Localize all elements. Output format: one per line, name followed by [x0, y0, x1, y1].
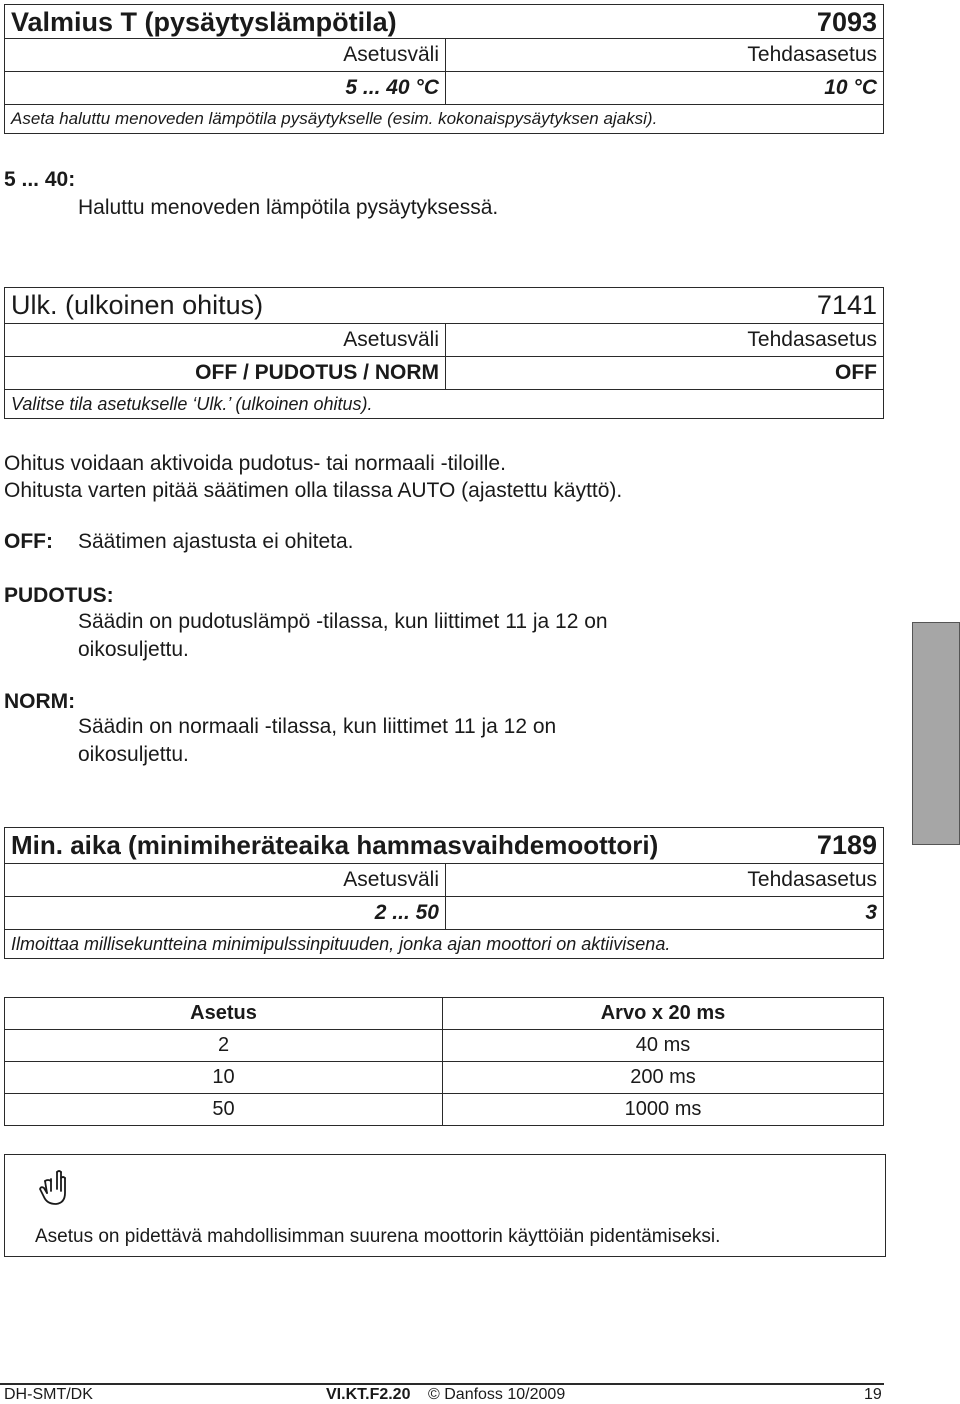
param-box-7093: [4, 4, 884, 134]
footer-copyright: © Danfoss 10/2009: [428, 1386, 566, 1403]
pudotus-text-2: oikosuljettu.: [78, 638, 189, 661]
default-value: 10 °C: [824, 76, 877, 99]
param-title-row: [5, 828, 883, 864]
default-value: OFF: [835, 361, 877, 384]
param-box-7141: [4, 287, 884, 419]
footer-divider: [0, 1383, 884, 1385]
footer-doc-id: DH-SMT/DK: [4, 1386, 93, 1403]
note-text: Asetus on pidettävä mahdollisimman suurena moottorin käyttöiän pidentämiseksi.: [35, 1226, 721, 1247]
range-label: Asetusväli: [5, 864, 445, 897]
table-cell: 50: [5, 1094, 443, 1126]
param-title: Valmius T (pysäytyslämpötila): [11, 7, 397, 37]
table-cell: 1000 ms: [443, 1094, 884, 1126]
range-note-label: 5 ... 40:: [4, 168, 76, 191]
table-row: [5, 1062, 884, 1094]
param-title-row: [5, 288, 883, 324]
param-box-7189: [4, 827, 884, 959]
param-title: Min. aika (minimiheräteaika hammasvaihdemoottori): [11, 830, 659, 860]
table-cell: 2: [5, 1030, 443, 1062]
table-header-value: Arvo x 20 ms: [443, 998, 884, 1030]
param-grid: [5, 324, 883, 390]
norm-text-1: Säädin on normaali -tilassa, kun liittimet 11 ja 12 on: [78, 715, 557, 738]
default-label: Tehdasasetus: [446, 39, 883, 72]
range-label: Asetusväli: [5, 39, 445, 72]
pudotus-text-1: Säädin on pudotuslämpö -tilassa, kun liittimet 11 ja 12 on: [78, 610, 608, 633]
table-cell: 40 ms: [443, 1030, 884, 1062]
bypass-intro-1: Ohitus voidaan aktivoida pudotus- tai normaali -tiloille.: [4, 452, 506, 475]
param-title-row: [5, 5, 883, 39]
default-label: Tehdasasetus: [446, 324, 883, 357]
norm-label: NORM:: [4, 690, 76, 713]
off-text: Säätimen ajastusta ei ohiteta.: [78, 530, 354, 553]
table-row: [5, 1094, 884, 1126]
range-value: 5 ... 40 °C: [345, 76, 439, 99]
default-value: 3: [865, 901, 877, 924]
range-label: Asetusväli: [5, 324, 445, 357]
param-number: 7141: [816, 290, 877, 320]
range-value: OFF / PUDOTUS / NORM: [195, 361, 439, 384]
table-cell: 10: [5, 1062, 443, 1094]
param-description: Aseta haluttu menoveden lämpötila pysäytykselle (esim. kokonaispysäytyksen ajaksi).: [11, 109, 658, 128]
norm-text-2: oikosuljettu.: [78, 743, 189, 766]
param-title: Ulk. (ulkoinen ohitus): [11, 290, 264, 320]
param-grid: [5, 864, 883, 930]
table-cell: 200 ms: [443, 1062, 884, 1094]
setting-value-table: [4, 997, 884, 1126]
bypass-intro-2: Ohitusta varten pitää säätimen olla tilassa AUTO (ajastettu käyttö).: [4, 479, 623, 502]
param-description: Ilmoittaa millisekuntteina minimipulssinpituuden, jonka ajan moottori on aktiivisena.: [11, 934, 671, 954]
range-note-text: Haluttu menoveden lämpötila pysäytyksessä.: [78, 196, 499, 219]
section-side-tab: [912, 622, 960, 845]
range-value: 2 ... 50: [374, 901, 439, 924]
table-header-row: [5, 998, 884, 1030]
table-row: [5, 1030, 884, 1062]
footer-code: VI.KT.F2.20: [326, 1386, 411, 1403]
off-label: OFF:: [4, 530, 53, 553]
note-box: [4, 1154, 886, 1257]
table-header-setting: Asetus: [5, 998, 443, 1030]
param-number: 7189: [816, 830, 877, 860]
pointing-hand-icon: [37, 1169, 71, 1212]
param-number: 7093: [816, 7, 877, 37]
pudotus-label: PUDOTUS:: [4, 584, 114, 607]
param-description: Valitse tila asetukselle ‘Ulk.’ (ulkoinen ohitus).: [11, 394, 373, 414]
param-grid: [5, 39, 883, 105]
footer-page-number: 19: [864, 1386, 882, 1403]
default-label: Tehdasasetus: [446, 864, 883, 897]
